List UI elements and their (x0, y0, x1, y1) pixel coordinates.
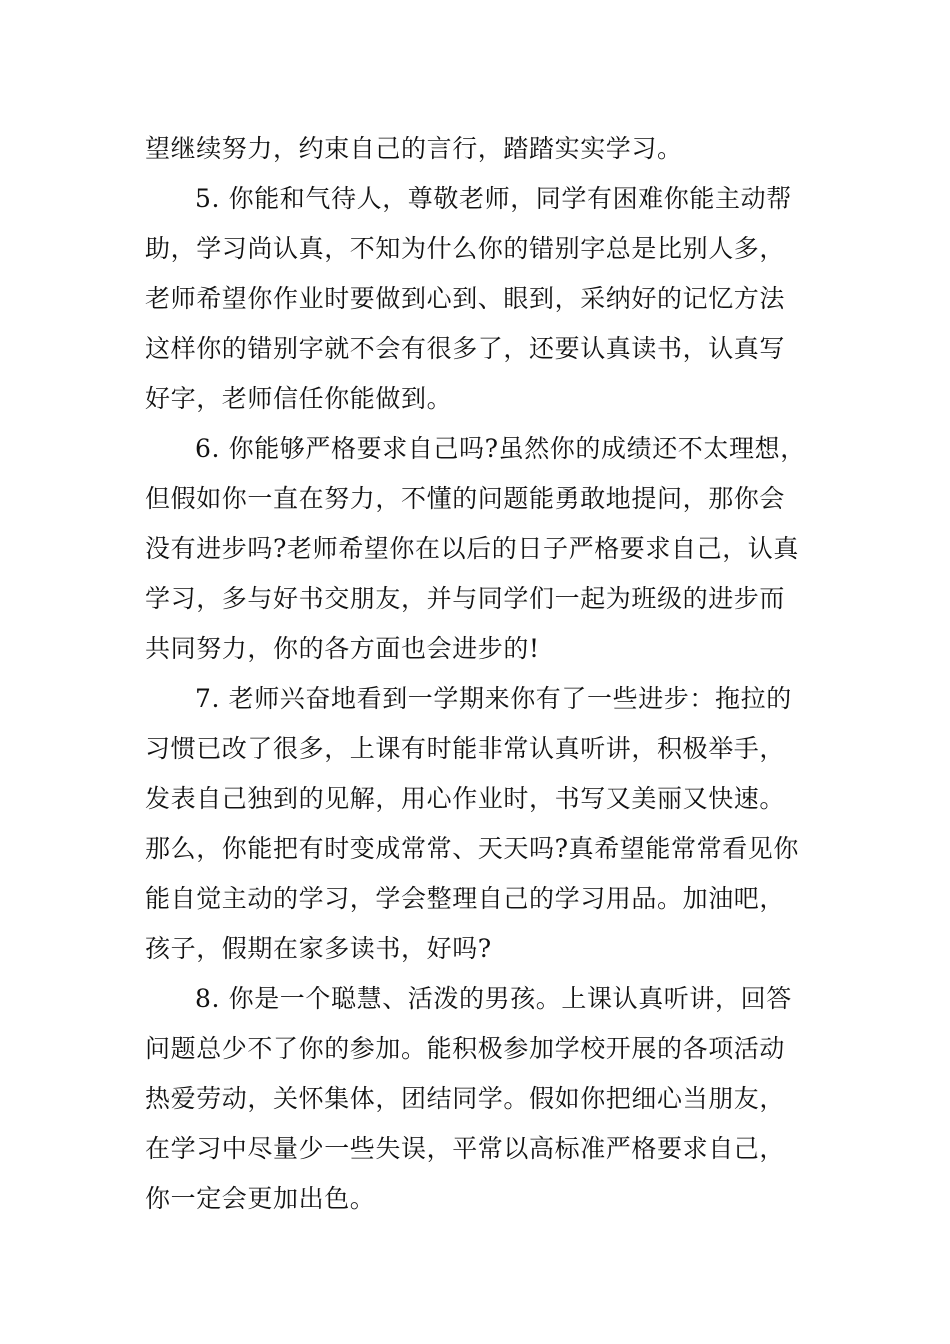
paragraph-item-6 (145, 424, 845, 674)
text-line: 孩子，假期在家多读书，好吗? (145, 934, 492, 963)
text-line: 助，学习尚认真，不知为什么你的错别字总是比别人多， (145, 234, 786, 263)
text-line: 6. 你能够严格要求自己吗?虽然你的成绩还不太理想， (195, 434, 806, 463)
text-line: 那么，你能把有时变成常常、天天吗?真希望能常常看见你 (145, 834, 800, 863)
paragraph-item-5 (145, 174, 845, 424)
text-line: 习惯已改了很多，上课有时能非常认真听讲，积极举手， (145, 734, 786, 763)
text-line: 发表自己独到的见解，用心作业时，书写又美丽又快速。 (145, 784, 786, 813)
paragraph-continuation (145, 124, 845, 174)
text-line: 老师希望你作业时要做到心到、眼到，采纳好的记忆方法 (145, 284, 786, 313)
text-line: 问题总少不了你的参加。能积极参加学校开展的各项活动 (145, 1034, 786, 1063)
text-line: 能自觉主动的学习，学会整理自己的学习用品。加油吧， (145, 884, 786, 913)
text-line: 7. 老师兴奋地看到一学期来你有了一些进步：拖拉的 (195, 684, 792, 713)
body-text (145, 124, 845, 1224)
text-line: 在学习中尽量少一些失误，平常以高标准严格要求自己， (145, 1134, 786, 1163)
paragraph-item-8 (145, 974, 845, 1224)
text-line: 学习，多与好书交朋友，并与同学们一起为班级的进步而 (145, 584, 786, 613)
text-line: 好字，老师信任你能做到。 (145, 384, 453, 413)
paragraph-item-7 (145, 674, 845, 974)
text-line: 没有进步吗?老师希望你在以后的日子严格要求自己，认真 (145, 534, 800, 563)
text-line: 你一定会更加出色。 (145, 1184, 376, 1213)
text-line: 望继续努力，约束自己的言行，踏踏实实学习。 (145, 134, 683, 163)
text-line: 共同努力，你的各方面也会进步的! (145, 634, 540, 663)
text-line: 但假如你一直在努力，不懂的问题能勇敢地提问，那你会 (145, 484, 786, 513)
text-line: 热爱劳动，关怀集体，团结同学。假如你把细心当朋友， (145, 1084, 786, 1113)
text-line: 5. 你能和气待人，尊敬老师，同学有困难你能主动帮 (195, 184, 792, 213)
text-line: 这样你的错别字就不会有很多了，还要认真读书，认真写 (145, 334, 786, 363)
text-line: 8. 你是一个聪慧、活泼的男孩。上课认真听讲，回答 (195, 984, 792, 1013)
